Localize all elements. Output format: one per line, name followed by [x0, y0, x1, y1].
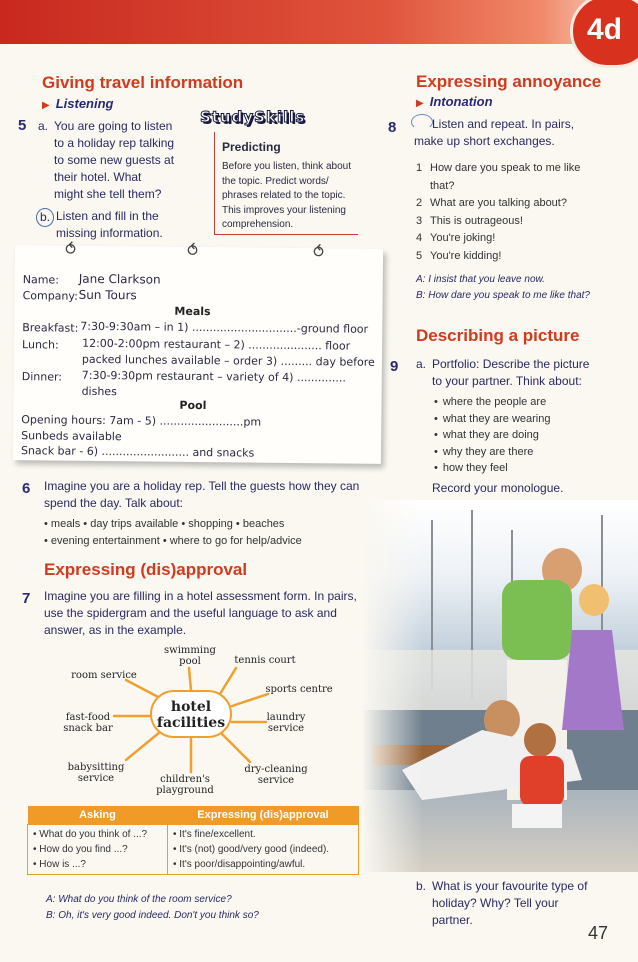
exercise-9b-label: b. — [416, 879, 427, 893]
opening-hours: Opening hours: 7am - 5) ........................pm — [21, 413, 262, 429]
spoke-tennis-court: tennis court — [234, 655, 296, 666]
section-heading-approval: Expressing (dis)approval — [44, 560, 248, 579]
exercise-number-9: 9 — [390, 358, 399, 375]
record-monologue: Record your monologue. — [432, 481, 564, 495]
subheading-listening: ▶ Listening — [42, 96, 113, 111]
exercise-number-8: 8 — [388, 119, 397, 136]
name-value: Jane Clarkson — [78, 271, 161, 287]
study-skills-heading: Predicting — [222, 140, 281, 154]
list-item: 1 How dare you speak to me like — [416, 162, 581, 174]
study-skills-text: Before you listen, think about the topic. Predict words/ phrases related to the topic. This improves your listening comprehension. — [222, 161, 351, 230]
exercise-7-text: Imagine you are filling in a hotel assessment form. In pairs, use the spidergram and the useful language to ask and answer, as in the example. — [44, 589, 357, 637]
table-header-expressing: Expressing (dis)approval — [168, 806, 359, 825]
annoyance-list — [416, 160, 580, 265]
exercise-5a-text: You are going to listen to a holiday rep talking to some new guests at their hotel. What might she tell them? — [54, 119, 175, 201]
snack-bar: Snack bar - 6) ......................... and snacks — [20, 444, 255, 460]
list-item: 5 You're kidding! — [416, 249, 502, 262]
spoke-room-service: room service — [71, 670, 137, 681]
exercise-9a-label: a. — [416, 357, 427, 371]
exercise-number-5: 5 — [18, 117, 27, 134]
company-label: Company: — [22, 289, 78, 303]
exercise-number-6: 6 — [22, 480, 31, 497]
breakfast-value: 7:30-9:30am – in 1) ..............................-ground floor — [80, 319, 369, 336]
name-label: Name: — [22, 273, 60, 287]
list-item: 4 You're joking! — [416, 232, 496, 244]
section-heading-travel: Giving travel information — [42, 73, 244, 92]
spoke-sports-centre: sports centre — [265, 684, 333, 695]
table-row — [28, 825, 359, 875]
ring-icon: ⥀ — [312, 244, 325, 262]
exercise-6-text: Imagine you are a holiday rep. Tell the guests how they can spend the day. Talk about: — [44, 479, 360, 510]
lunch-label: Lunch: — [22, 338, 59, 352]
list-item: that? — [430, 179, 455, 192]
study-skills-logo: StudySkills — [200, 108, 306, 126]
exercise-number-7: 7 — [22, 590, 31, 607]
spoke-dry-cleaning-service: dry-cleaning service — [244, 764, 308, 786]
list-item: • why they are there — [434, 444, 550, 461]
section-heading-picture: Describing a picture — [416, 326, 580, 345]
list-item: • where the people are — [434, 394, 550, 411]
dinner-value: 7:30-9:30pm restaurant – variety of 4) .............. — [81, 368, 347, 385]
photo-illustration — [362, 500, 638, 872]
lunch-value-2: packed lunches available – order 3) ......... day before — [81, 352, 375, 369]
list-item: • what they are wearing — [434, 411, 550, 428]
exercise-6-bullets-1: • meals • day trips available • shopping • beaches — [44, 518, 285, 530]
approval-dialog-a: A: What do you think of the room service? — [46, 894, 232, 905]
table-header-asking: Asking — [28, 806, 168, 825]
exercise-5b-label: b. — [36, 208, 54, 227]
spoke-swimming-pool: swimming pool — [164, 645, 216, 667]
section-heading-annoyance: Expressing annoyance — [416, 72, 602, 91]
spoke-childrens-playground: children's playground — [156, 774, 214, 796]
exercise-5b-text: Listen and fill in the missing information. — [56, 209, 163, 240]
dinner-value-2: dishes — [81, 384, 117, 399]
page-number: 47 — [588, 923, 609, 943]
pool-heading: Pool — [179, 398, 207, 413]
unit-badge: 4d — [570, 0, 638, 68]
useful-language-table — [27, 806, 359, 875]
subheading-intonation: ▶ Intonation — [416, 94, 493, 109]
exercise-9a-text: Portfolio: Describe the picture to your partner. Think about: — [432, 357, 590, 388]
exercise-6-bullets-2: • evening entertainment • where to go for help/advice — [44, 535, 302, 547]
breakfast-label: Breakfast: — [22, 321, 79, 335]
approval-dialog-b: B: Oh, it's very good indeed. Don't you think so? — [46, 910, 259, 921]
lunch-value: 12:00-2:00pm restaurant – 2) ..................... floor — [82, 336, 351, 353]
company-value: Sun Tours — [78, 287, 137, 303]
meals-heading: Meals — [174, 304, 211, 319]
exercise-5a-label: a. — [38, 119, 49, 133]
exercise-8-text: Listen and repeat. In pairs, make up short exchanges. — [414, 117, 575, 148]
sunbeds: Sunbeds available — [21, 429, 122, 444]
spoke-laundry-service: laundry service — [266, 712, 306, 734]
spoke-fast-food-snack-bar: fast-food snack bar — [63, 712, 113, 734]
list-item: • how they feel — [434, 460, 550, 477]
annoyance-dialog-b: B: How dare you speak to me like that? — [416, 290, 590, 301]
dinner-label: Dinner: — [21, 370, 63, 384]
ring-icon: ⥀ — [64, 241, 77, 259]
list-item: 3 This is outrageous! — [416, 214, 523, 227]
list-item: 2 What are you talking about? — [416, 197, 567, 209]
picture-bullets — [434, 394, 550, 477]
family-harbour-photo — [362, 500, 638, 872]
exercise-9b-text: What is your favourite type of holiday? Why? Tell your partner. — [432, 879, 588, 927]
asking-cell: • What do you think of ...? • How do you find ...? • How is ...? — [28, 825, 168, 875]
spidergram-hub: hotel facilities — [150, 690, 232, 738]
expressing-cell: • It's fine/excellent. • It's (not) good/very good (indeed). • It's poor/disappointing/awful. — [168, 825, 359, 875]
list-item: • what they are doing — [434, 427, 550, 444]
spoke-babysitting-service: babysitting service — [67, 762, 125, 784]
annoyance-dialog-a: A: I insist that you leave now. — [416, 274, 545, 285]
ring-icon: ⥀ — [186, 242, 199, 260]
